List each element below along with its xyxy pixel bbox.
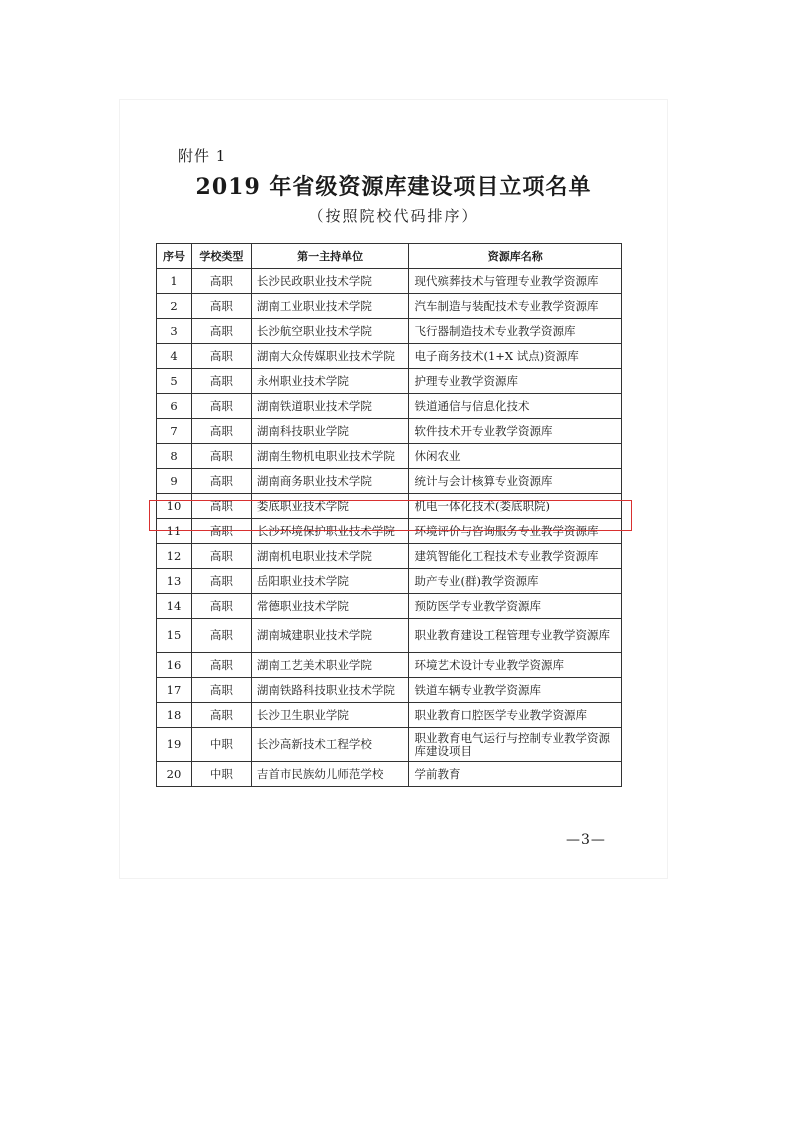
document-subtitle: （按照院校代码排序） xyxy=(308,207,479,225)
table-row xyxy=(157,703,622,728)
cell-school-type: 高职 xyxy=(191,678,251,703)
cell-resource-name: 铁道通信与信息化技术 xyxy=(409,394,622,419)
cell-school-type: 高职 xyxy=(191,703,251,728)
header-lead-unit: 第一主持单位 xyxy=(251,244,409,269)
cell-no: 19 xyxy=(157,728,192,762)
cell-no: 18 xyxy=(157,703,192,728)
cell-no: 11 xyxy=(157,519,192,544)
cell-resource-name: 助产专业(群)教学资源库 xyxy=(409,569,622,594)
table-row xyxy=(157,569,622,594)
table-header-row xyxy=(157,244,622,269)
cell-lead-unit: 吉首市民族幼儿师范学校 xyxy=(251,762,409,787)
cell-school-type: 高职 xyxy=(191,269,251,294)
table-row xyxy=(157,762,622,787)
cell-resource-name: 职业教育口腔医学专业教学资源库 xyxy=(409,703,622,728)
cell-lead-unit: 岳阳职业技术学院 xyxy=(251,569,409,594)
cell-no: 20 xyxy=(157,762,192,787)
cell-lead-unit: 长沙高新技术工程学校 xyxy=(251,728,409,762)
cell-resource-name: 建筑智能化工程技术专业教学资源库 xyxy=(409,544,622,569)
cell-lead-unit: 湖南商务职业技术学院 xyxy=(251,469,409,494)
cell-no: 6 xyxy=(157,394,192,419)
cell-school-type: 高职 xyxy=(191,494,251,519)
cell-lead-unit: 长沙卫生职业学院 xyxy=(251,703,409,728)
table-row xyxy=(157,678,622,703)
cell-resource-name: 环境艺术设计专业教学资源库 xyxy=(409,653,622,678)
table-row xyxy=(157,544,622,569)
cell-lead-unit: 长沙航空职业技术学院 xyxy=(251,319,409,344)
table-row xyxy=(157,369,622,394)
cell-lead-unit: 湖南工艺美术职业学院 xyxy=(251,653,409,678)
cell-school-type: 高职 xyxy=(191,653,251,678)
cell-resource-name: 学前教育 xyxy=(409,762,622,787)
table-row xyxy=(157,319,622,344)
cell-school-type: 高职 xyxy=(191,619,251,653)
table-row xyxy=(157,444,622,469)
header-no: 序号 xyxy=(157,244,192,269)
cell-no: 4 xyxy=(157,344,192,369)
cell-no: 1 xyxy=(157,269,192,294)
table-row xyxy=(157,469,622,494)
cell-resource-name: 汽车制造与装配技术专业教学资源库 xyxy=(409,294,622,319)
cell-no: 5 xyxy=(157,369,192,394)
cell-resource-name: 休闲农业 xyxy=(409,444,622,469)
cell-lead-unit: 湖南生物机电职业技术学院 xyxy=(251,444,409,469)
cell-no: 12 xyxy=(157,544,192,569)
cell-no: 15 xyxy=(157,619,192,653)
table-row xyxy=(157,728,622,762)
cell-school-type: 高职 xyxy=(191,469,251,494)
cell-no: 16 xyxy=(157,653,192,678)
cell-school-type: 高职 xyxy=(191,444,251,469)
cell-lead-unit: 湖南工业职业技术学院 xyxy=(251,294,409,319)
header-school-type: 学校类型 xyxy=(191,244,251,269)
cell-school-type: 高职 xyxy=(191,519,251,544)
cell-school-type: 高职 xyxy=(191,319,251,344)
cell-lead-unit: 长沙环境保护职业技术学院 xyxy=(251,519,409,544)
cell-lead-unit: 湖南城建职业技术学院 xyxy=(251,619,409,653)
cell-school-type: 高职 xyxy=(191,419,251,444)
cell-school-type: 高职 xyxy=(191,369,251,394)
cell-no: 10 xyxy=(157,494,192,519)
cell-resource-name: 环境评价与咨询服务专业教学资源库 xyxy=(409,519,622,544)
table-row xyxy=(157,294,622,319)
cell-school-type: 高职 xyxy=(191,394,251,419)
cell-lead-unit: 湖南机电职业技术学院 xyxy=(251,544,409,569)
table-row xyxy=(157,494,622,519)
cell-no: 13 xyxy=(157,569,192,594)
cell-no: 7 xyxy=(157,419,192,444)
cell-school-type: 高职 xyxy=(191,294,251,319)
cell-resource-name: 机电一体化技术(娄底职院) xyxy=(409,494,622,519)
header-resource-name: 资源库名称 xyxy=(409,244,622,269)
cell-lead-unit: 常德职业技术学院 xyxy=(251,594,409,619)
table-row xyxy=(157,394,622,419)
cell-no: 14 xyxy=(157,594,192,619)
cell-resource-name: 职业教育建设工程管理专业教学资源库 xyxy=(409,619,622,653)
cell-resource-name: 统计与会计核算专业资源库 xyxy=(409,469,622,494)
cell-no: 8 xyxy=(157,444,192,469)
cell-lead-unit: 湖南科技职业学院 xyxy=(251,419,409,444)
table-row xyxy=(157,419,622,444)
cell-resource-name: 飞行器制造技术专业教学资源库 xyxy=(409,319,622,344)
cell-school-type: 高职 xyxy=(191,569,251,594)
cell-lead-unit: 湖南铁道职业技术学院 xyxy=(251,394,409,419)
table-row xyxy=(157,619,622,653)
table-row xyxy=(157,594,622,619)
cell-lead-unit: 湖南大众传媒职业技术学院 xyxy=(251,344,409,369)
cell-no: 9 xyxy=(157,469,192,494)
attachment-label: 附件 1 xyxy=(178,147,227,165)
cell-no: 2 xyxy=(157,294,192,319)
cell-resource-name: 护理专业教学资源库 xyxy=(409,369,622,394)
cell-school-type: 中职 xyxy=(191,728,251,762)
cell-resource-name: 现代殡葬技术与管理专业教学资源库 xyxy=(409,269,622,294)
cell-school-type: 中职 xyxy=(191,762,251,787)
cell-no: 3 xyxy=(157,319,192,344)
document-page xyxy=(120,100,667,878)
cell-no: 17 xyxy=(157,678,192,703)
table-row xyxy=(157,519,622,544)
cell-lead-unit: 长沙民政职业技术学院 xyxy=(251,269,409,294)
cell-resource-name: 铁道车辆专业教学资源库 xyxy=(409,678,622,703)
table-row xyxy=(157,269,622,294)
cell-school-type: 高职 xyxy=(191,544,251,569)
document-title: 2019 年省级资源库建设项目立项名单 xyxy=(195,174,592,200)
cell-school-type: 高职 xyxy=(191,594,251,619)
cell-resource-name: 电子商务技术(1+X 试点)资源库 xyxy=(409,344,622,369)
project-table xyxy=(156,243,622,787)
cell-lead-unit: 永州职业技术学院 xyxy=(251,369,409,394)
cell-resource-name: 软件技术开专业教学资源库 xyxy=(409,419,622,444)
cell-resource-name: 职业教育电气运行与控制专业教学资源库建设项目 xyxy=(409,728,622,762)
cell-resource-name: 预防医学专业教学资源库 xyxy=(409,594,622,619)
cell-lead-unit: 娄底职业技术学院 xyxy=(251,494,409,519)
cell-lead-unit: 湖南铁路科技职业技术学院 xyxy=(251,678,409,703)
cell-school-type: 高职 xyxy=(191,344,251,369)
table-row xyxy=(157,653,622,678)
page-number: —3— xyxy=(566,832,606,848)
table-row xyxy=(157,344,622,369)
